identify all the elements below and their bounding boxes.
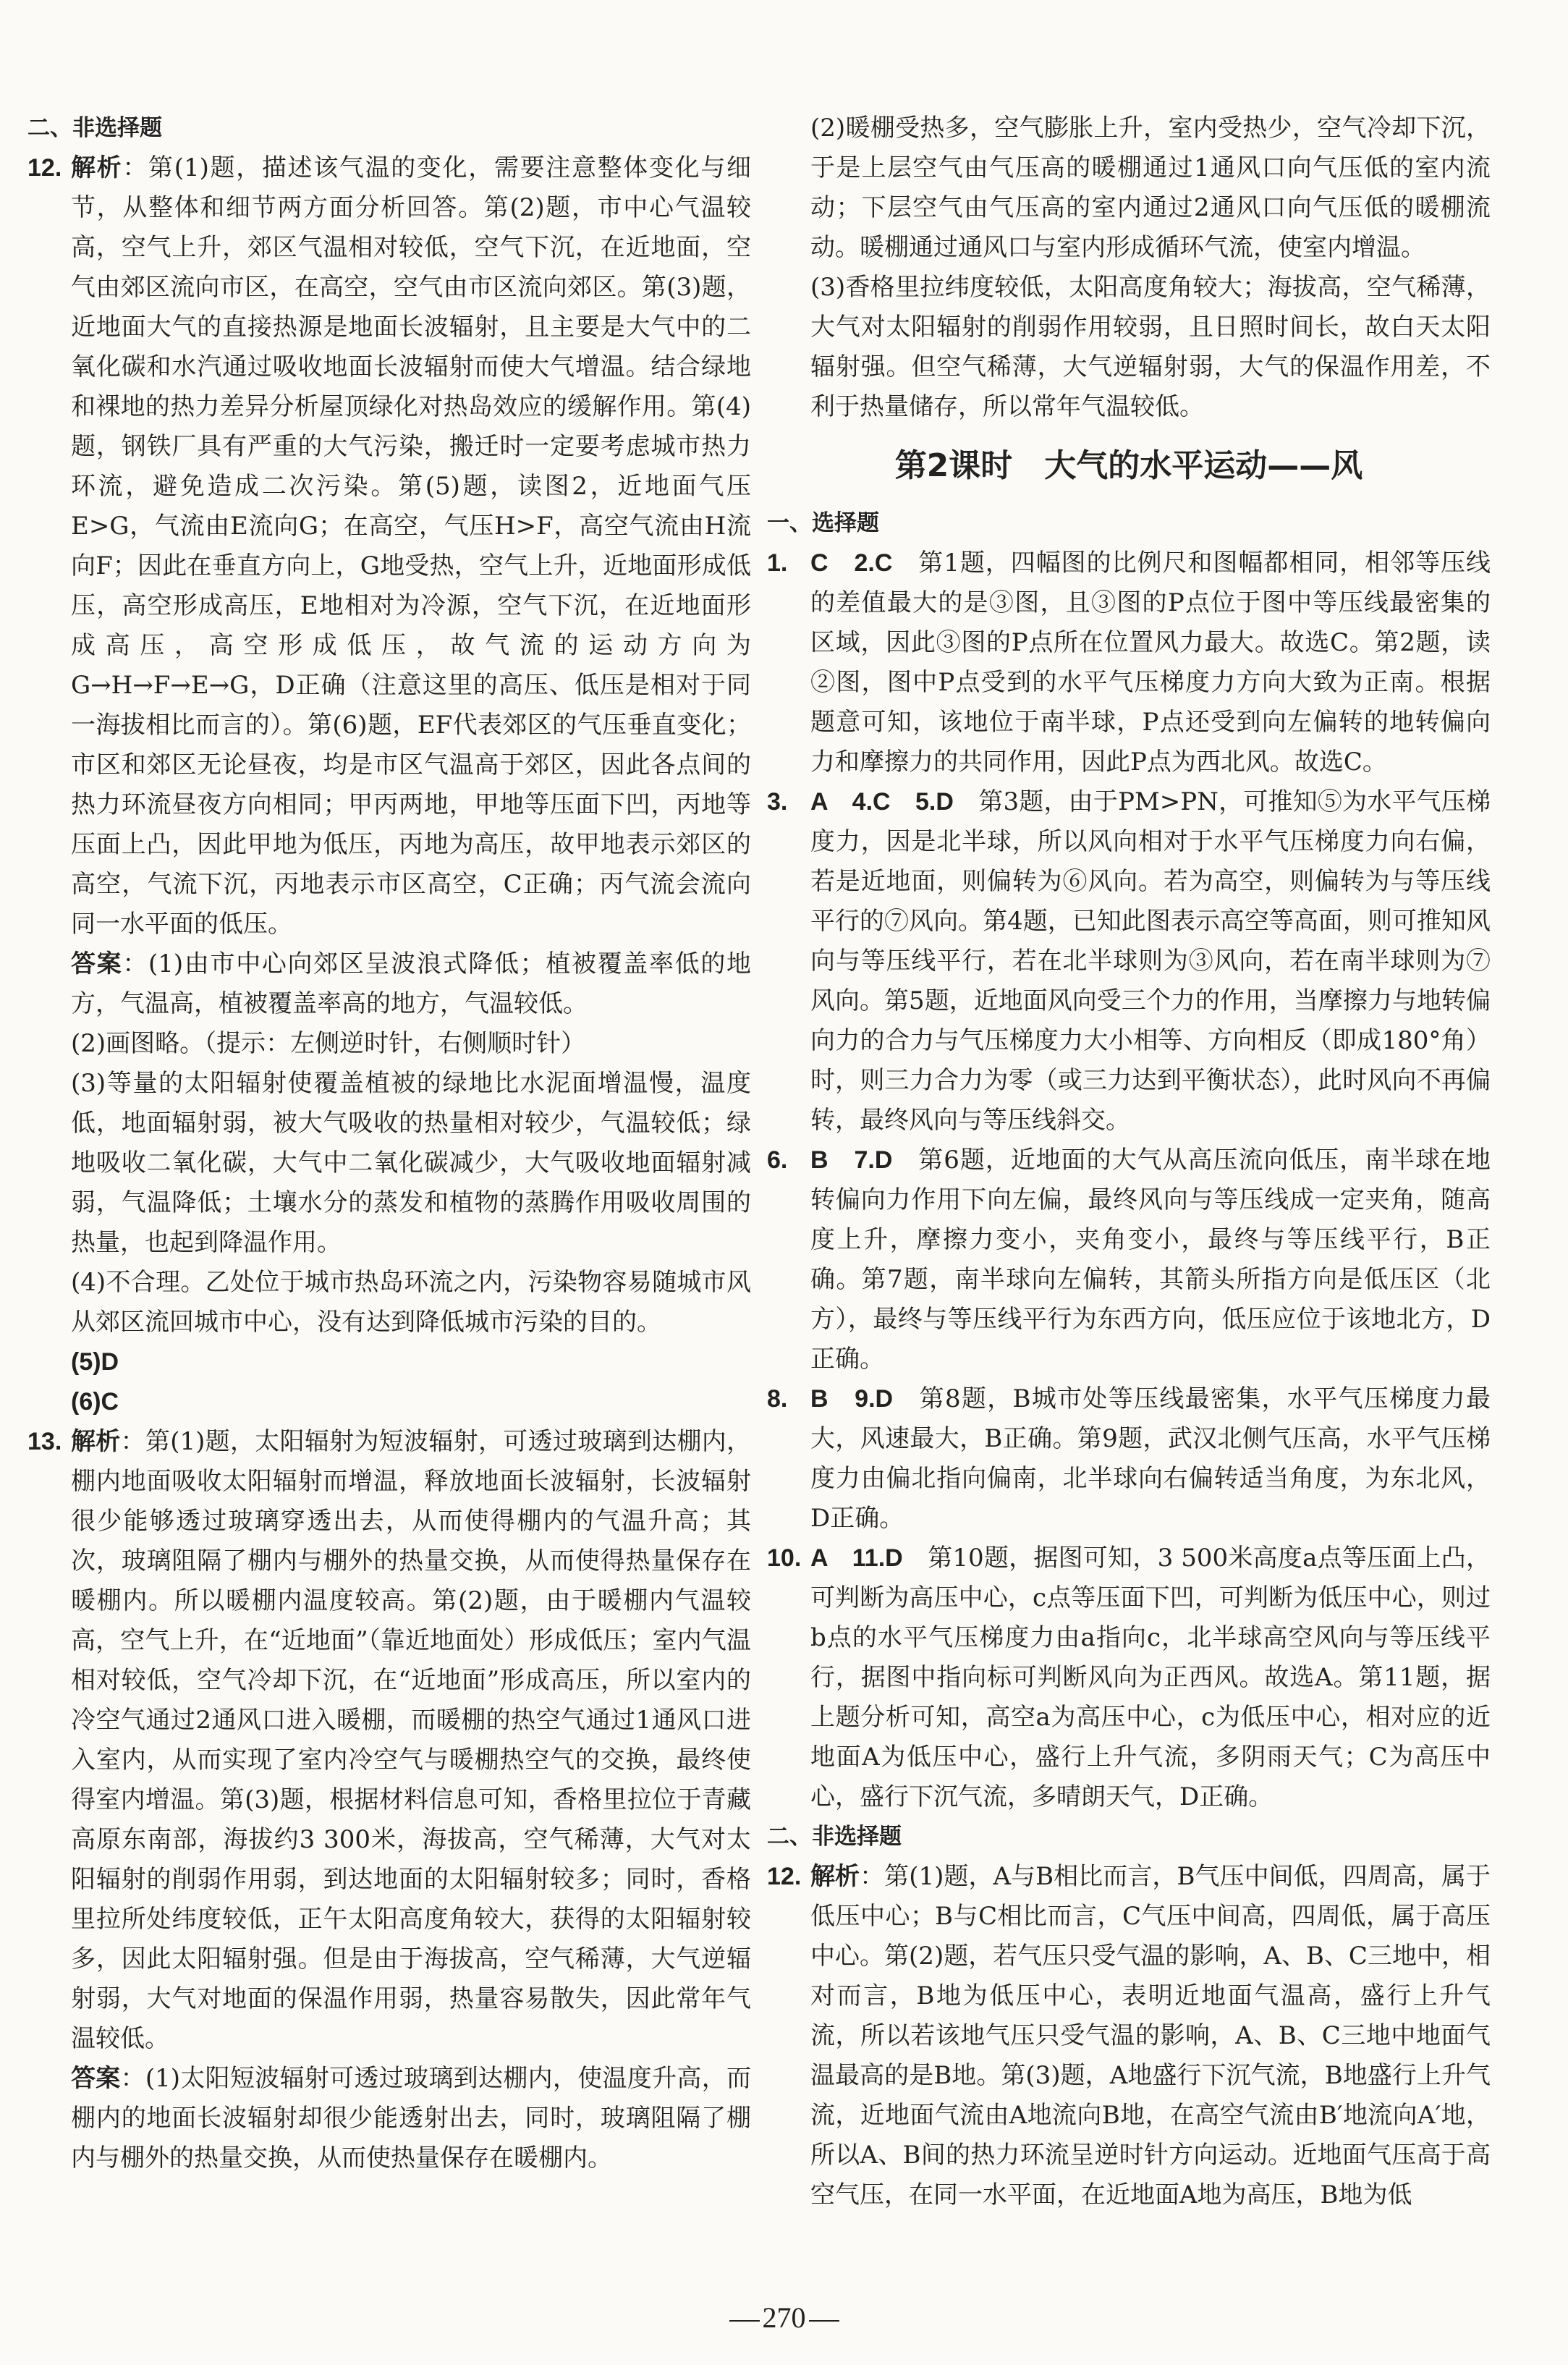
answer-block-13: [71, 2059, 751, 2178]
question-number: 10.: [767, 1544, 802, 1572]
section-title-nonchoice: 二、非选择题: [27, 115, 162, 141]
mc-explanation: 第1题，四幅图的比例尺和图幅都相同，相邻等压线的差值最大的是③图，且③图的P点位于图中等压线最密集的区域，因此③图的P点所在位置风力最大。故选C。第2题，读②图，图中P点受到的水平气压梯度力方向大致为正南。根据题意可知，该地位于南半球，P点还受到向左偏转的地转偏向力和摩擦力的共同作用，因此P点为西北风。故选C。: [810, 549, 1491, 777]
question-number: 8.: [767, 1385, 788, 1413]
mc-answers: A 4.C 5.D: [810, 788, 954, 816]
answer-text: ：(1)太阳短波辐射可透过玻璃到达棚内，使温度升高，而棚内的地面长波辐射却很少能透射出去，同时，玻璃阻隔了棚内与棚外的热量交换，从而使热量保存在暖棚内。: [71, 2064, 751, 2172]
answer-text: (5)D: [71, 1348, 119, 1376]
analysis-text: ：第(1)题，A与B相比而言，B气压中间低，四周高，属于低压中心；B与C相比而言，C气压中间高，四周低，属于高压中心。第(2)题，若气压只受气温的影响，A、B、C三地中，相对而言，B地为低压中心，表明近地面气温高，盛行上升气流，所以若该地气压只受气温的影响，A、B、C三地中地面气温最高的是B地。第(3)题，A地盛行下沉气流，B地盛行上升气流，近地面气流由A地流向B地，在高空气流由B′地流向A′地，所以A、B间的热力环流呈逆时针方向运动。近地面气压高于高空气压，在同一水平面，在近地面A地为高压，B地为低: [810, 1862, 1491, 2209]
question-number: 12.: [767, 1863, 802, 1890]
analysis-text: ：第(1)题，描述该气温的变化，需要注意整体变化与细节，从整体和细节两方面分析回答。第(2)题，市中心气温较高，空气上升，郊区气温相对较低，空气下沉，在近地面，空气由郊区流向市区，在高空，空气由市区流向郊区。第(3)题，近地面大气的直接热源是地面长波辐射，且主要是大气中的二氧化碳和水汽通过吸收地面长波辐射而使大气增温。结合绿地和裸地的热力差异分析屋顶绿化对热岛效应的缓解作用。第(4)题，钢铁厂具有严重的大气污染，搬迁时一定要考虑城市热力环流，避免造成二次污染。第(5)题，读图2，近地面气压E>G，气流由E流向G；在高空，气压H>F，高空气流由H流向F；因此在垂直方向上，G地受热，空气上升，近地面形成低压，高空形成高压，E地相对为冷源，空气下沉，在近地面形成高压，高空形成低压，故气流的运动方向为G→H→F→E→G，D正确（注意这里的高压、低压是相对于同一海拔相比而言的）。第(6)题，EF代表郊区的气压垂直变化；市区和郊区无论昼夜，均是市区气温高于郊区，因此各点间的热力环流昼夜方向相同；甲丙两地，甲地等压面下凹，丙地等压面上凸，因此甲地为低压，丙地为高压，故甲地表示郊区的高空，气流下沉，丙地表示市区高空，C正确；丙气流会流向同一水平面的低压。: [71, 153, 752, 939]
answer-text: (4)不合理。乙处位于城市热岛环流之内，污染物容易随城市风从郊区流回城市中心，没有达到降低城市污染的目的。: [71, 1268, 751, 1337]
mc-explanation: 第10题，据图可知，3 500米高度a点等压面上凸，可判断为高压中心，c点等压面下凹，可判断为低压中心，则过b点的水平气压梯度力由a指向c，北半球高空风向与等压线平行，据图中指向标可判断风向为正西风。故选A。第11题，据上题分析可知，高空a为高压中心，c为低压中心，相对应的近地面A为低压中心，盛行上升气流，多阴雨天气；C为高压中心，盛行下沉气流，多晴朗天气，D正确。: [810, 1544, 1491, 1811]
mc-answers: B 7.D: [810, 1146, 893, 1174]
question-number: 1.: [767, 549, 788, 577]
answer-text: ：(1)由市中心向郊区呈波浪式降低；植被覆盖率低的地方，气温高，植被覆盖率高的地方，气温较低。: [71, 949, 752, 1018]
mc-answers: C 2.C: [810, 549, 893, 577]
mc-item: [767, 782, 1491, 1141]
right-column: [767, 109, 1491, 2215]
question-12: [767, 1857, 1491, 2215]
question-number: 13.: [27, 1428, 62, 1455]
analysis-label: 解析: [810, 1862, 860, 1891]
answer-text: (3)香格里拉纬度较低，太阳高度角较大；海拔高，空气稀薄，大气对太阳辐射的削弱作用较弱，且日照时间长，故白天太阳辐射强。但空气稀薄，大气逆辐射弱，大气的保温作用差，不利于热量储存，所以常年气温较低。: [810, 273, 1491, 421]
mc-explanation: 第8题，B城市处等压线最密集，水平气压梯度力最大，风速最大，B正确。第9题，武汉北侧气压高，水平气压梯度力由偏北指向偏南，北半球向右偏转适当角度，为东北风，D正确。: [810, 1384, 1491, 1533]
answer-text: (3)等量的太阳辐射使覆盖植被的绿地比水泥面增温慢，温度低，地面辐射弱，被大气吸收的热量相对较少，气温较低；绿地吸收二氧化碳，大气中二氧化碳减少，大气吸收地面辐射减弱，气温降低；土壤水分的蒸发和植物的蒸腾作用吸收周围的热量，也起到降温作用。: [71, 1069, 751, 1257]
question-12: [27, 148, 751, 944]
analysis-label: 解析: [71, 1427, 121, 1456]
answer-block-12: [71, 944, 751, 1422]
mc-item: [767, 1379, 1491, 1539]
answer-label: 答案: [71, 949, 123, 978]
answer-label: 答案: [71, 2064, 121, 2093]
mc-item: [767, 1539, 1491, 1817]
analysis-label: 解析: [71, 153, 123, 182]
mc-item: [767, 1141, 1491, 1379]
mc-answers: B 9.D: [810, 1385, 894, 1413]
mc-explanation: 第6题，近地面的大气从高压流向低压，南半球在地转偏向力作用下向左偏，最终风向与等压线成一定夹角，随高度上升，摩擦力变小，夹角变小，最终与等压线平行，B正确。第7题，南半球向左偏转，其箭头所指方向是低压区（北方），最终与等压线平行为东西方向，低压应位于该地北方，D正确。: [810, 1146, 1491, 1374]
answer-text: (2)画图略。（提示：左侧逆时针，右侧顺时针）: [71, 1029, 586, 1058]
page-number: 270: [0, 2300, 1568, 2336]
mc-explanation: 第3题，由于PM>PN，可推知⑤为水平气压梯度力，因是北半球，所以风向相对于水平气压梯度力向右偏，若是近地面，则偏转为⑥风向。若为高空，则偏转为与等压线平行的⑦风向。第4题，已知此图表示高空等高面，则可推知风向与等压线平行，若在北半球则为③风向，若在南半球则为⑦风向。第5题，近地面风向受三个力的作用，当摩擦力与地转偏向力的合力与气压梯度力大小相等、方向相反（即成180°角）时，则三力合力为零（或三力达到平衡状态），此时风向不再偏转，最终风向与等压线斜交。: [810, 787, 1491, 1135]
question-13: [27, 1422, 751, 2059]
lesson-title: 第2课时 大气的水平运动——风: [894, 447, 1363, 484]
question-number: 12.: [27, 154, 62, 182]
answer-text: (6)C: [71, 1388, 119, 1416]
mc-answers: A 11.D: [810, 1544, 903, 1572]
section-title-nonchoice: 二、非选择题: [767, 1824, 902, 1850]
section-title-choice: 一、选择题: [767, 510, 879, 536]
mc-item: [767, 543, 1491, 782]
left-column: [27, 109, 751, 2178]
question-number: 3.: [767, 788, 788, 816]
analysis-text: ：第(1)题，太阳辐射为短波辐射，可透过玻璃到达棚内，棚内地面吸收太阳辐射而增温，释放地面长波辐射，长波辐射很少能够透过玻璃穿透出去，从而使得棚内的气温升高；其次，玻璃阻隔了棚内与棚外的热量交换，从而使得热量保存在暖棚内。所以暖棚内温度较高。第(2)题，由于暖棚内气温较高，空气上升，在“近地面”（靠近地面处）形成低压；室内气温相对较低，空气冷却下沉，在“近地面”形成高压，所以室内的冷空气通过2通风口进入暖棚，而暖棚的热空气通过1通风口进入室内，从而实现了室内冷空气与暖棚热空气的交换，最终使得室内增温。第(3)题，根据材料信息可知，香格里拉位于青藏高原东南部，海拔约3 300米，海拔高，空气稀薄，大气对太阳辐射的削弱作用弱，到达地面的太阳辐射较多；同时，香格里拉所处纬度较低，正午太阳高度角较大，获得的太阳辐射较多，因此太阳辐射强。但是由于海拔高，空气稀薄，大气逆辐射弱，大气对地面的保温作用弱，热量容易散失，因此常年气温较低。: [71, 1427, 751, 2053]
answer-text: (2)暖棚受热多，空气膨胀上升，室内受热少，空气冷却下沉，于是上层空气由气压高的暖棚通过1通风口向气压低的室内流动；下层空气由气压高的室内通过2通风口向气压低的暖棚流动。暖棚通过通风口与室内形成循环气流，使室内增温。: [810, 114, 1491, 262]
question-number: 6.: [767, 1146, 788, 1174]
